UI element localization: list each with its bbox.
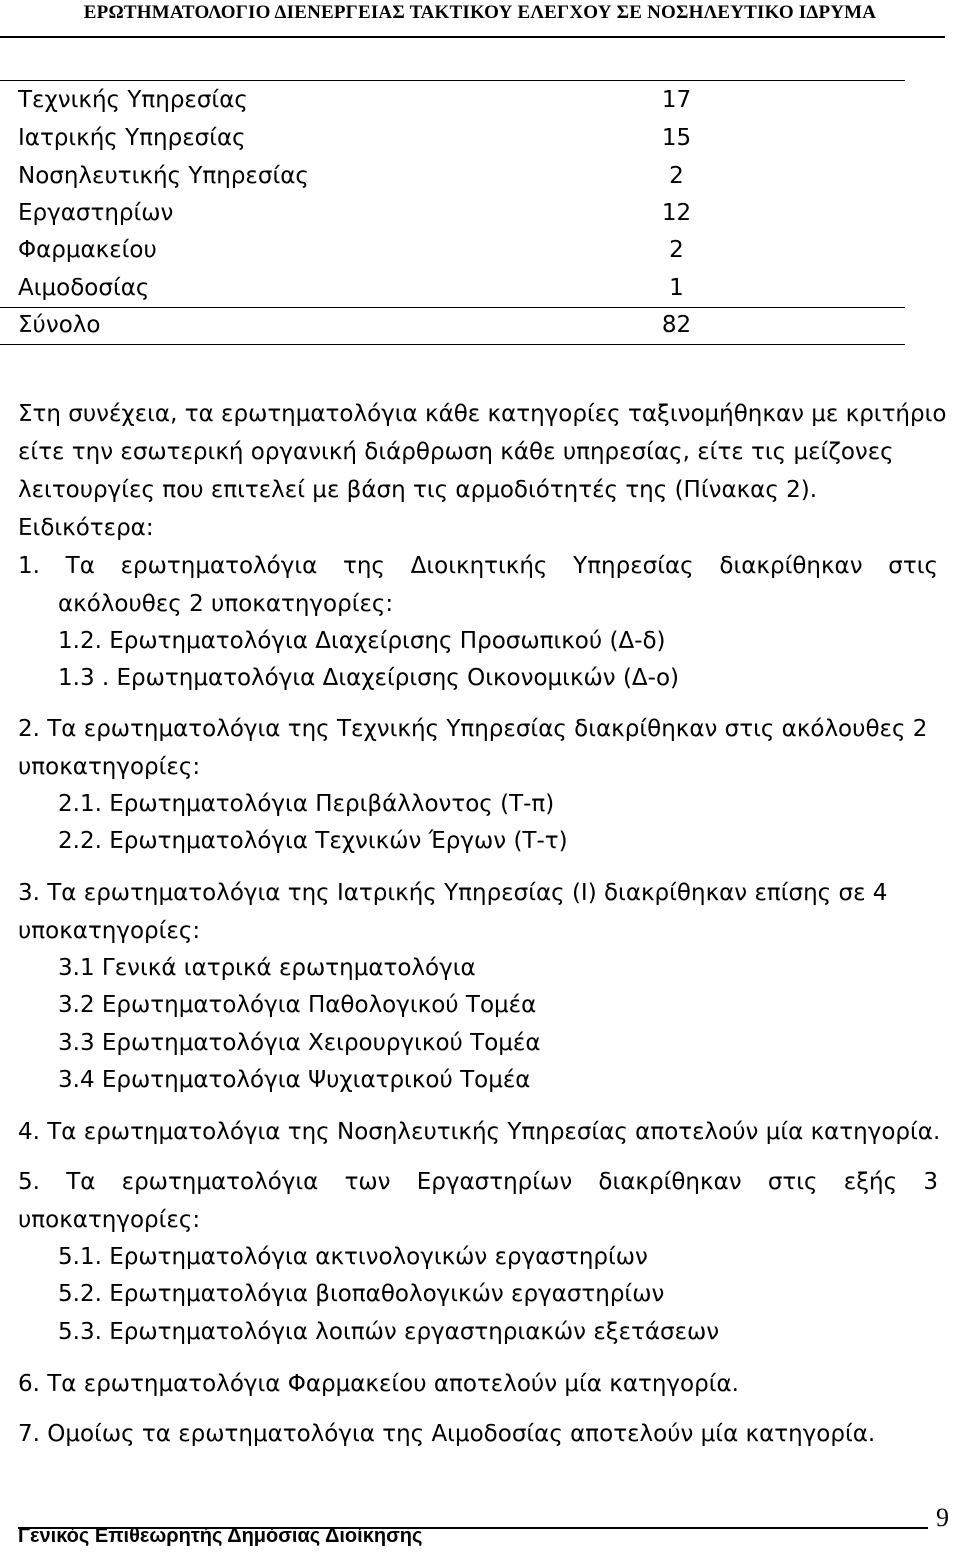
item-text: υποκατηγορίες: [18, 754, 201, 780]
intro-line: Ειδικότερα: [18, 515, 154, 541]
intro-line: λειτουργίες που επιτελεί με βάση τις αρμοδιότητές της (Πίνακας 2). [18, 477, 818, 503]
item-text: ακόλουθες 2 υποκατηγορίες: [58, 591, 394, 617]
table-row [18, 125, 898, 163]
row-value: 2 [669, 237, 684, 263]
item-text: υποκατηγορίες: [18, 1207, 201, 1233]
sub-item: 1.3 . Ερωτηματολόγια Διαχείρισης Οικονομικών (Δ-ο) [58, 665, 679, 691]
sub-item: 3.3 Ερωτηματολόγια Χειρουργικού Τομέα [58, 1030, 541, 1056]
sub-item: 5.1. Ερωτηματολόγια ακτινολογικών εργαστηρίων [58, 1244, 648, 1270]
item-text: 2. Τα ερωτηματολόγια της Τεχνικής Υπηρεσίας διακρίθηκαν στις ακόλουθες 2 [18, 716, 928, 742]
item-text: 7. Ομοίως τα ερωτηματολόγια της Αιμοδοσίας αποτελούν μία κατηγορία. [18, 1421, 876, 1447]
table-total-rule [0, 307, 905, 308]
item-text: 6. Τα ερωτηματολόγια Φαρμακείου αποτελούν μία κατηγορία. [18, 1371, 739, 1397]
header-title: ΕΡΩΤΗΜΑΤΟΛΟΓΙΟ ΔΙΕΝΕΡΓΕΙΑΣ ΤΑΚΤΙΚΟΥ ΕΛΕΓΧΟΥ ΣΕ ΝΟΣΗΛΕΥΤΙΚΟ ΙΔΡΥΜΑ [83, 2, 877, 23]
sub-item: 1.2. Ερωτηματολόγια Διαχείρισης Προσωπικού (Δ-δ) [58, 628, 666, 654]
table-row [18, 163, 898, 201]
header-rule [0, 36, 945, 38]
footer-author: Γενικός Επιθεωρητής Δημόσιας Διοίκησης [18, 1525, 423, 1547]
row-label: Ιατρικής Υπηρεσίας [18, 125, 246, 151]
sub-item: 3.2 Ερωτηματολόγια Παθολογικού Τομέα [58, 992, 537, 1018]
row-label: Αιμοδοσίας [18, 275, 150, 301]
row-label: Τεχνικής Υπηρεσίας [18, 87, 248, 113]
sub-item: 3.1 Γενικά ιατρικά ερωτηματολόγια [58, 955, 476, 981]
table-row [18, 237, 898, 275]
intro-line: Στη συνέχεια, τα ερωτηματολόγια κάθε κατηγορίες ταξινομήθηκαν με κριτήριο [18, 401, 947, 427]
table-bottom-rule [0, 344, 905, 345]
intro-line: είτε την εσωτερική οργανική διάρθρωση κάθε υπηρεσίας, είτε τις μείζονες [18, 439, 894, 465]
table-row [18, 87, 898, 125]
sub-item: 5.3. Ερωτηματολόγια λοιπών εργαστηριακών εξετάσεων [58, 1319, 720, 1345]
row-label: Φαρμακείου [18, 237, 157, 263]
item-text: υποκατηγορίες: [18, 918, 201, 944]
row-value: 12 [661, 200, 692, 226]
page-number: 9 [936, 1503, 949, 1532]
item-text: 4. Τα ερωτηματολόγια της Νοσηλευτικής Υπηρεσίας αποτελούν μία κατηγορία. [18, 1119, 941, 1145]
total-value: 82 [661, 312, 692, 338]
row-label: Νοσηλευτικής Υπηρεσίας [18, 163, 309, 189]
total-label: Σύνολο [18, 312, 101, 338]
row-value: 2 [669, 163, 684, 189]
row-value: 17 [661, 87, 692, 113]
sub-item: 3.4 Ερωτηματολόγια Ψυχιατρικού Τομέα [58, 1067, 531, 1093]
row-label: Εργαστηρίων [18, 200, 174, 226]
row-value: 15 [661, 125, 692, 151]
table-top-rule [0, 80, 905, 81]
item-text: 3. Τα ερωτηματολόγια της Ιατρικής Υπηρεσίας (Ι) διακρίθηκαν επίσης σε 4 [18, 880, 888, 906]
row-value: 1 [669, 275, 684, 301]
sub-item: 5.2. Ερωτηματολόγια βιοπαθολογικών εργαστηρίων [58, 1281, 665, 1307]
sub-item: 2.2. Ερωτηματολόγια Τεχνικών Έργων (Τ-τ) [58, 828, 568, 854]
table-row [18, 200, 898, 238]
item-text: 5. Τα ερωτηματολόγια των Εργαστηρίων διακρίθηκαν στις εξής 3 [18, 1169, 938, 1195]
item-text: 1. Τα ερωτηματολόγια της Διοικητικής Υπηρεσίας διακρίθηκαν στις [18, 553, 938, 579]
sub-item: 2.1. Ερωτηματολόγια Περιβάλλοντος (Τ-π) [58, 791, 555, 817]
